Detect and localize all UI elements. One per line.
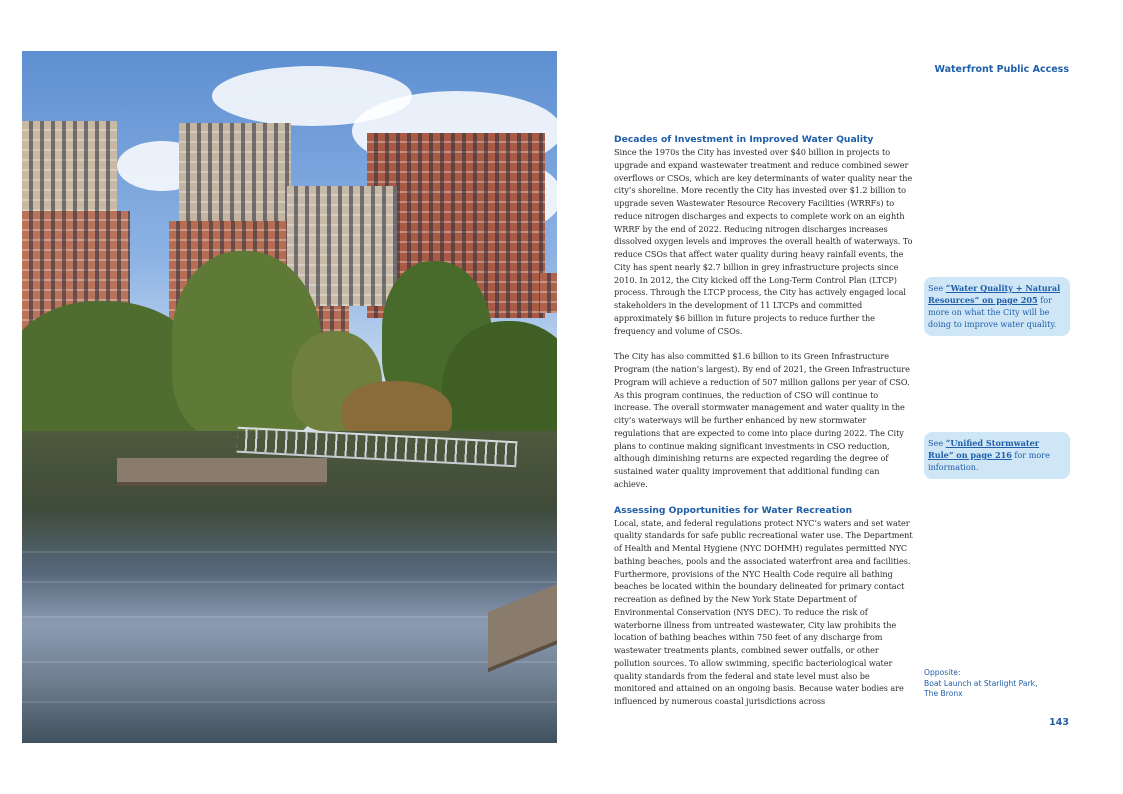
cross-reference-link[interactable]: “Water Quality + Natural Resources” on page 205 xyxy=(928,283,1061,305)
section-heading-water-recreation: Assessing Opportunities for Water Recreation xyxy=(614,504,853,516)
running-head: Waterfront Public Access xyxy=(934,64,1069,75)
photo-building-far-right xyxy=(540,273,557,313)
paragraph: The City has also committed $1.6 billion to its Green Infrastructure Program (the nation’s largest). By end of 2021, the Green Infrastructure Program will achieve a reduction of 507 million gallons per year of CSO. As this program continues, the reduction of CSO will continue to increase. The overall stormwater management and water quality in the city’s waterways will be further enhanced by new stormwater regulations that are expected to come into place during 2022. The City plans to continue making significant investments in CSO reduction, although diminishing returns are expected regarding the degree of sustained water quality improvement that additional funding can achieve. xyxy=(614,351,910,489)
paragraph: Since the 1970s the City has invested over $40 billion in projects to upgrade and expand wastewater treatment and reduce combined sewer overflows or CSOs, which are key determinants of water quality near the city’s shoreline. More recently the City has invested over $1.2 billion to upgrade seven Wastewater Resource Recovery Facilities (WRRFs) to reduce nitrogen discharges and expects to complete work on an eighth WRRF by the end of 2022. Reducing nitrogen discharges increases dissolved oxygen levels and improves the overall health of waterways. To reduce CSOs that affect water quality during heavy rainfall events, the City has spent nearly $2.7 billion in grey infrastructure projects since 2010. In 2012, the City kicked off the Long-Term Control Plan (LTCP) process. Through the LTCP process, the City has actively engaged local stakeholders in the development of 11 LTCPs and committed approximately $6 billion in future projects to reduce further the frequency and volume of CSOs. xyxy=(614,147,913,336)
caption-label: Opposite: xyxy=(924,668,961,677)
cross-reference-link[interactable]: “Unified Stormwater Rule” on page 216 xyxy=(928,438,1040,460)
body-column xyxy=(614,133,914,708)
photo-boat-launch xyxy=(22,51,557,743)
callout-stormwater xyxy=(924,432,1070,479)
callout-prefix: See xyxy=(928,438,946,448)
callout-suffix: for more on what the City will be doing to improve water quality. xyxy=(928,295,1057,329)
photo-dock xyxy=(117,458,327,486)
callout-prefix: See xyxy=(928,283,946,293)
caption-line: Boat Launch at Starlight Park, xyxy=(924,678,1038,688)
section-heading-water-quality: Decades of Investment in Improved Water Quality xyxy=(614,134,874,145)
page-number: 143 xyxy=(1049,717,1069,728)
photo-building-left xyxy=(22,121,117,221)
paragraph: Local, state, and federal regulations protect NYC’s waters and set water quality standards for safe public recreational water use. The Department of Health and Mental Hygiene (NYC DOHMH) regulates permitted NYC bathing beaches, pools and the associated waterfront area and facilities. Furthermore, provisions of the NYC Health Code require all bathing beaches be located within the boundary delineated for primary contact recreation as defined by the New York State Department of Environmental Conservation (NYS DEC). To reduce the risk of waterborne illness from untreated wastewater, City law prohibits the location of bathing beaches within 750 feet of any discharge from wastewater treatments plants, combined sewer outfalls, or other pollution sources. To allow swimming, specific bacteriological water quality standards from the federal and state level must also be monitored and attained on an ongoing basis. Because water bodies are influenced by numerous coastal jurisdictions across xyxy=(614,517,913,706)
caption-line: The Bronx xyxy=(924,689,963,698)
photo-building-center xyxy=(179,123,291,233)
callout-water-quality xyxy=(924,277,1070,336)
callout-suffix: for more information. xyxy=(928,450,1050,472)
photo-caption xyxy=(924,668,1074,700)
